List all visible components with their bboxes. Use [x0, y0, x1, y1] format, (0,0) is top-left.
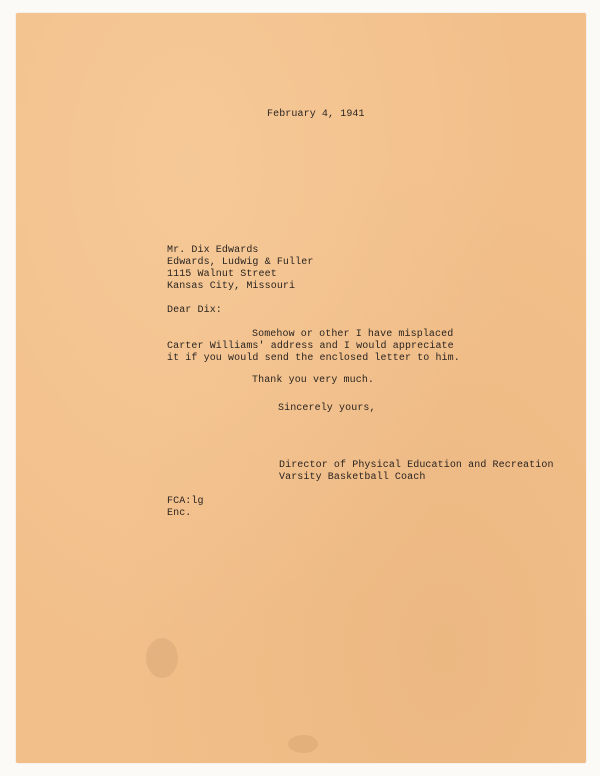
thanks-line: Thank you very much. [252, 375, 375, 386]
body-line: it if you would send the enclosed letter to him. [167, 353, 460, 364]
signature-title-line: Varsity Basketball Coach [279, 472, 426, 483]
complimentary-closing: Sincerely yours, [278, 403, 376, 414]
body-line: Somehow or other I have misplaced [252, 329, 454, 340]
signature-title-line: Director of Physical Education and Recreation [279, 460, 554, 471]
address-line: 1115 Walnut Street [167, 269, 277, 280]
address-line: Kansas City, Missouri [167, 281, 296, 292]
letter-date: February 4, 1941 [267, 109, 365, 120]
stain-mark [146, 638, 178, 678]
address-line: Edwards, Ludwig & Fuller [167, 257, 314, 268]
stain-mark [288, 735, 318, 753]
letter-sheet [16, 13, 586, 763]
address-line: Mr. Dix Edwards [167, 245, 259, 256]
enclosure-notation: Enc. [167, 508, 192, 519]
body-line: Carter Williams' address and I would appreciate [167, 341, 454, 352]
reference-initials: FCA:lg [167, 496, 204, 507]
salutation: Dear Dix: [167, 305, 222, 316]
